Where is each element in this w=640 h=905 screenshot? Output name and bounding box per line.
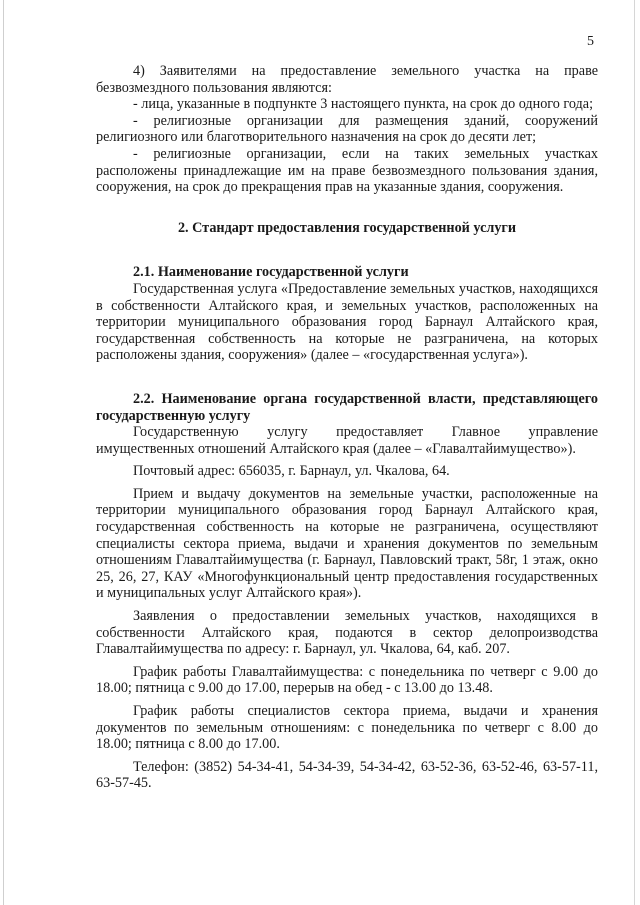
document-body	[96, 63, 598, 792]
section-heading-standard: 2. Стандарт предоставления государственной услуги	[177, 219, 517, 236]
page-number: 5	[587, 34, 594, 49]
list-item-persons: - лица, указанные в подпункте 3 настоящего пункта, на срок до одного года;	[133, 96, 594, 113]
scan-edge-right	[634, 0, 635, 905]
spacer	[96, 364, 598, 391]
paragraph-office-hours: График работы Главалтайимущества: с понедельника по четверг с 9.00 до 18.00; пятница с 9.00 до 17.00, перерыв на обед - с 13.00 до 13.48.	[96, 663, 598, 697]
paragraph-phones: Телефон: (3852) 54-34-41, 54-34-39, 54-34-42, 63-52-36, 63-52-46, 63-57-11, 63-57-45.	[96, 758, 598, 792]
paragraph-document-intake: Прием и выдачу документов на земельные участки, расположенные на территории муниципального образования город Барнаул Алтайского края, государственная собственность на которые не разграничена, осуществляют специалисты сектора приема, выдачи и хранения документов по земельным отношениям Главалтайимущества (г. Барнаул, Павловский тракт, 58г, 1 этаж, окно 25, 26, 27, КАУ «Многофункциональный центр предоставления государственных и муниципальных услуг Алтайского края»).	[96, 485, 598, 602]
paragraph-service-name: Государственная услуга «Предоставление земельных участков, находящихся в собственности Алтайского края, и земельных участков, расположенных на территории муниципального образования город Барнаул Алтайского края, государственная собственность на которые не разграничена, на которых расположены здания, сооружения» (далее – «государственная услуга»).	[96, 280, 598, 364]
subsection-heading-authority: 2.2. Наименование органа государственной власти, представляющего государственную услугу	[96, 390, 598, 424]
list-item-religious-buildings: - религиозные организации для размещения зданий, сооружений религиозного или благотворительного назначения на срок до десяти лет;	[96, 112, 598, 146]
paragraph-applications: Заявления о предоставлении земельных участков, находящихся в собственности Алтайского края, подаются в сектор делопроизводства Главалтайимущества по адресу: г. Барнаул, ул. Чкалова, 64, каб. 207.	[96, 608, 598, 658]
paragraph-applicants-intro: 4) Заявителями на предоставление земельного участка на праве безвозмездного пользования являются:	[96, 63, 598, 96]
scan-edge-left	[3, 0, 4, 905]
paragraph-authority: Государственную услугу предоставляет Главное управление имущественных отношений Алтайского края (далее – «Главалтайимущество»).	[96, 424, 598, 457]
paragraph-specialist-hours: График работы специалистов сектора приема, выдачи и хранения документов по земельным отношениям: с понедельника по четверг с 8.00 до 18.00; пятница с 8.00 до 17.00.	[96, 703, 598, 753]
paragraph-postal-address: Почтовый адрес: 656035, г. Барнаул, ул. Чкалова, 64.	[133, 463, 450, 480]
subsection-heading-service-name: 2.1. Наименование государственной услуги	[133, 264, 409, 281]
list-item-religious-land: - религиозные организации, если на таких земельных участках расположены принадлежащие им на праве безвозмездного пользования здания, сооружения, на срок до прекращения прав на указанные здания, сооружения.	[96, 145, 598, 196]
